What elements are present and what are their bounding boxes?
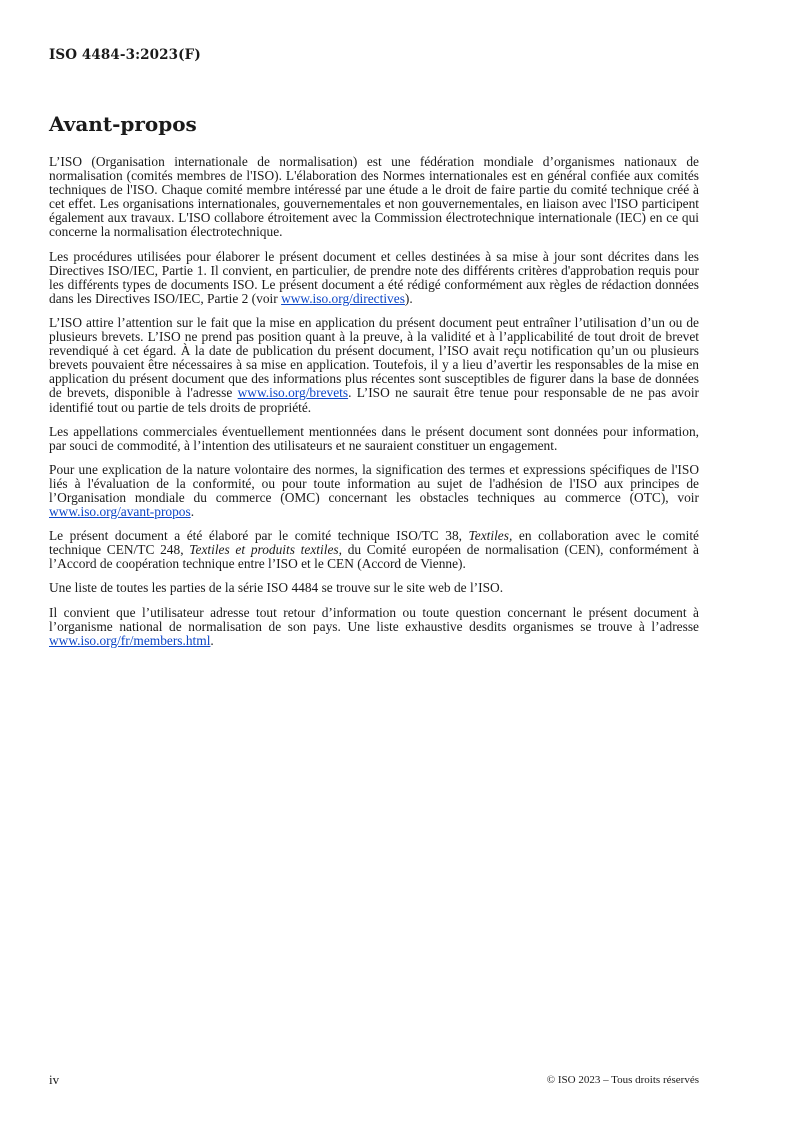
paragraph-voluntary-nature: Pour une explication de la nature volontaire des normes, la signification des termes et expressions spécifiques de l'ISO liés à l'évaluation de la conformité, ou pour toute information au sujet de l'adhésion de l'ISO aux principes de l’Organisation mondiale du commerce (OMC) concernant les obstacles techniques au commerce (OTC), voir www.iso.org/avant-propos. bbox=[49, 461, 699, 520]
paragraph-feedback: Il convient que l’utilisateur adresse tout retour d’information ou toute question concernant le présent document à l’organisme national de normalisation de son pays. Une liste exhaustive desdits organismes se trouve à l’adresse www.iso.org/fr/members.html. bbox=[49, 604, 699, 648]
paragraph-series-list: Une liste de toutes les parties de la série ISO 4484 se trouve sur le site web de l’ISO. bbox=[49, 580, 504, 596]
paragraph-trade-names: Les appellations commerciales éventuellement mentionnées dans le présent document sont données pour information, par souci de commodité, à l’intention des utilisateurs et ne sauraient constituer un engagement. bbox=[49, 423, 699, 453]
foreword-link[interactable]: www.iso.org/avant-propos bbox=[49, 504, 191, 520]
paragraph-procedures: Les procédures utilisées pour élaborer le présent document et celles destinées à sa mise à jour sont décrites dans les Directives ISO/IEC, Partie 1. Il convient, en particulier, de prendre note des différents critères d'approbation requis pour les différents types de documents ISO. Le présent document a été rédigé conformément aux règles de rédaction données dans les Directives ISO/IEC, Partie 2 (voir www.iso.org/directives). bbox=[49, 248, 699, 306]
directives-link[interactable]: www.iso.org/directives bbox=[281, 290, 405, 306]
paragraph-patents: L’ISO attire l’attention sur le fait que la mise en application du présent document peut entraîner l’utilisation d’un ou de plusieurs brevets. L’ISO ne prend pas position quant à la preuve, à la validité et à l’applicabilité de tout droit de brevet revendiqué à cet égard. À la date de publication du présent document, l’ISO avait reçu notification qu’un ou plusieurs brevets pouvaient être nécessaires à sa mise en application. Toutefois, il y a lieu d’avertir les responsables de la mise en application du présent document que des informations plus récentes sont susceptibles de figurer dans la base de données de brevets, disponible à l'adresse www.iso.org/brevets. L’ISO ne saurait être tenue pour responsable de ne pas avoir identifié tout ou partie de tels droits de propriété. bbox=[49, 314, 699, 415]
page-number: iv bbox=[49, 1072, 60, 1087]
foreword-body bbox=[49, 155, 699, 658]
paragraph-committee: Le présent document a été élaboré par le comité technique ISO/TC 38, Textiles, en collaboration avec le comité technique CEN/TC 248, Textiles et produits textiles, du Comité européen de normalisation (CEN), conformément à l’Accord de coopération technique entre l’ISO et le CEN (Accord de Vienne). bbox=[49, 528, 700, 572]
patents-link[interactable]: www.iso.org/brevets bbox=[237, 385, 349, 401]
section-title: Avant-propos bbox=[49, 112, 197, 136]
document-id: ISO 4484-3:2023(F) bbox=[49, 47, 201, 63]
members-link[interactable]: www.iso.org/fr/members.html bbox=[49, 632, 211, 648]
paragraph-iso-organisation: L’ISO (Organisation internationale de normalisation) est une fédération mondiale d’organismes nationaux de normalisation (comités membres de l'ISO). L'élaboration des Normes internationales est en général confiée aux comités techniques de l'ISO. Chaque comité membre intéressé par une étude a le droit de faire partie du comité technique créé à cet effet. Les organisations internationales, gouvernementales et non gouvernementales, en liaison avec l'ISO participent également aux travaux. L'ISO collabore étroitement avec la Commission électrotechnique internationale (IEC) en ce qui concerne la normalisation électrotechnique. bbox=[49, 154, 699, 240]
copyright-notice: © ISO 2023 – Tous droits réservés bbox=[546, 1074, 699, 1086]
